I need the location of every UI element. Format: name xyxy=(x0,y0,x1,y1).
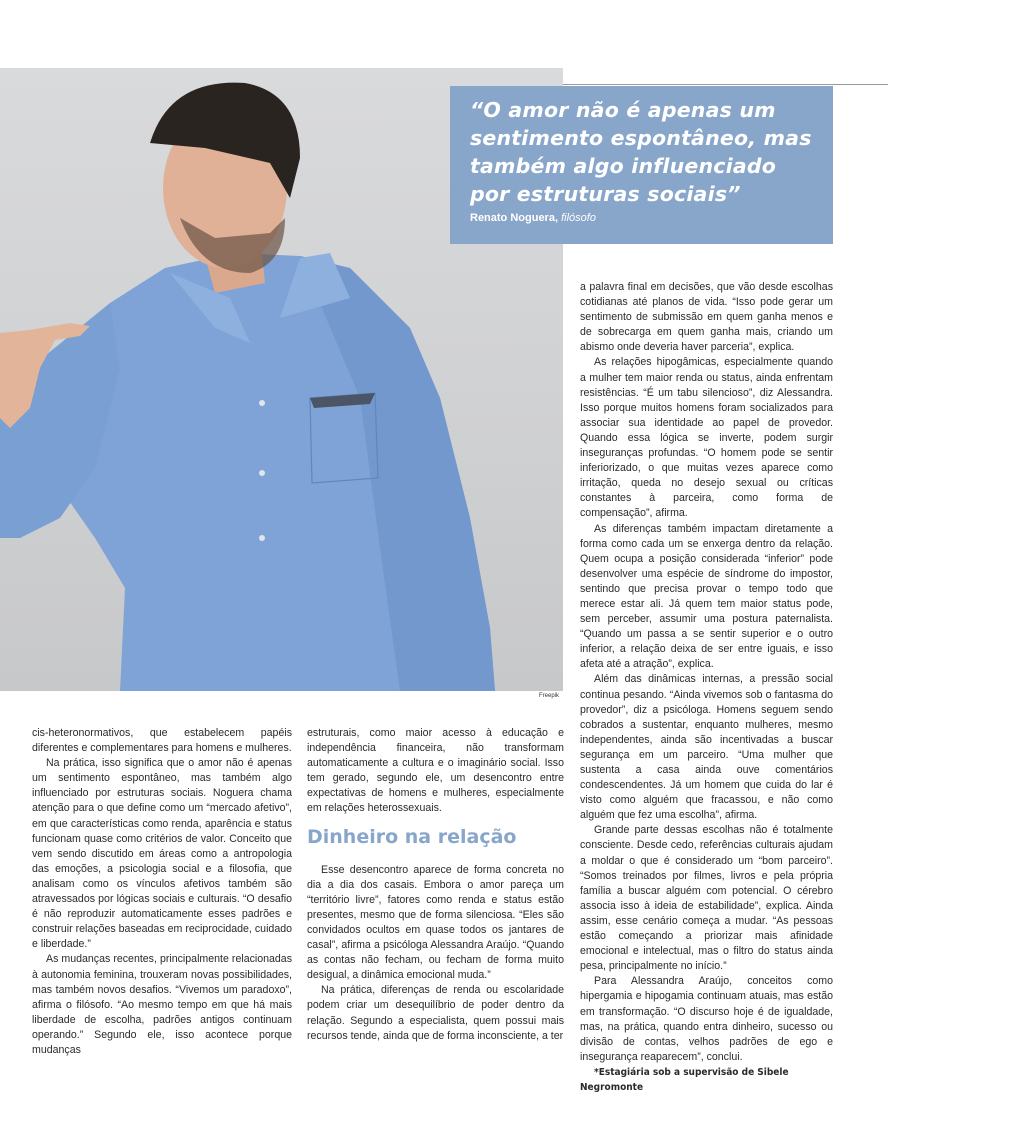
article-column-3 xyxy=(580,280,833,1095)
article-column-2 xyxy=(307,726,564,1044)
quote-author-name: Renato Noguera, xyxy=(470,212,559,224)
photo-credit: Freepik xyxy=(539,693,560,699)
paragraph: As mudanças recentes, principalmente relacionadas à autonomia feminina, trouxeram novas possibilidades, mas também novos desafios. “Vivemos um paradoxo”, afirma o filósofo. “Ao mesmo tempo em que há mais liberdade de escolha, padrões antigos continuam operando.” Segundo ele, isso acontece porque mudanças xyxy=(32,953,292,1056)
paragraph: Grande parte dessas escolhas não é totalmente consciente. Desde cedo, referências culturais ajudam a moldar o que é considerado um “bom parceiro”. “Somos treinados por filmes, livros e pela própria família a buscar alguém com potencial. O cérebro associa isso à ideia de estabilidade”, explica. Ainda assim, esse cenário começa a mudar. “As pessoas estão começando a priorizar mais afinidade emocional e intelectual, mas o filtro do status ainda pesa, principalmente no início.” xyxy=(580,824,833,973)
paragraph: a palavra final em decisões, que vão desde escolhas cotidianas até planos de vida. “Isso pode gerar um sentimento de submissão em quem ganha menos e de sobrecarga em quem ganha mais, criando um abismo onde deveria haver parceria”, explica. xyxy=(580,281,833,354)
paragraph: estruturais, como maior acesso à educação e independência financeira, não transformam automaticamente a cultura e o imaginário social. Isso tem gerado, segundo ele, um desencontro entre expectativas de homens e mulheres, especialmente em relações heterossexuais. xyxy=(307,727,564,815)
pull-quote-attribution xyxy=(470,212,817,224)
section-subheading: Dinheiro na relação xyxy=(307,825,517,848)
paragraph: As diferenças também impactam diretamente a forma como cada um se enxerga dentro da relação. Quem ocupa a posição considerada “inferior” pode desenvolver uma espécie de síndrome do impostor, sentindo que precisa provar o tempo todo que merece estar ali. Já quem tem maior status pode, sem perceber, assumir uma postura paternalista. “Quando um passa a se sentir superior e o outro inferior, a relação deixa de ser entre iguais, e isso afeta até a atração”, explica. xyxy=(580,522,833,671)
author-footnote: *Estagiária sob a supervisão de Sibele Negromonte xyxy=(580,1066,789,1093)
paragraph: Além das dinâmicas internas, a pressão social continua pesando. “Ainda vivemos sob o fantasma do provedor”, diz a psicóloga. Homens seguem sendo cobrados a sustentar, enquanto mulheres, mesmo independentes, ainda são incentivadas a buscar segurança em um parceiro. “Uma mulher que sustenta a casa ainda ouve comentários condescendentes. Já um homem que cuida do lar é visto como alguém que fracassou, e não como alguém que fez uma escolha”, afirma. xyxy=(580,673,833,822)
paragraph: Na prática, isso significa que o amor não é apenas um sentimento espontâneo, mas também algo influenciado por estruturas sociais. Noguera chama atenção para o que define como um “mercado afetivo”, em que características como renda, aparência e status funcionam quase como critérios de valor. Conceito que vem sendo discutido em áreas como a antropologia das emoções, a psicologia social e a filosofia, que analisam como os vínculos afetivos também são atravessados por lógicas sociais e culturais. “O desafio é não reproduzir automaticamente esses padrões e construir relações baseadas em reciprocidade, cuidado e liberdade.” xyxy=(32,757,292,951)
paragraph: As relações hipogâmicas, especialmente quando a mulher tem maior renda ou status, ainda enfrentam resistências. “É um tabu silencioso”, diz Alessandra. Isso porque muitos homens foram socializados para associar sua identidade ao papel de provedor. Quando essa lógica se inverte, podem surgir inseguranças profundas. “O homem pode se sentir inferiorizado, o que muitas vezes aparece como irritação, queda no desejo sexual ou críticas constantes à parceira, como forma de compensação”, afirma. xyxy=(580,356,833,520)
pull-quote-text: “O amor não é apenas um sentimento espontâneo, mas também algo influenciado por estruturas sociais” xyxy=(470,98,812,206)
pull-quote-box xyxy=(450,86,833,244)
paragraph: Para Alessandra Araújo, conceitos como hipergamia e hipogamia continuam atuais, mas estão em transformação. “O discurso hoje é de igualdade, mas, na prática, quando entra dinheiro, sucesso ou divisão de contas, velhos padrões de ego e insegurança reaparecem”, conclui. xyxy=(580,975,833,1063)
top-rule xyxy=(563,84,888,85)
article-column-1 xyxy=(32,726,292,1058)
paragraph: cis-heteronormativos, que estabelecem papéis diferentes e complementares para homens e mulheres. xyxy=(32,727,292,755)
quote-author-role: filósofo xyxy=(561,212,596,224)
paragraph: Esse desencontro aparece de forma concreta no dia a dia dos casais. Embora o amor pareça um “território livre”, fatores como renda e status estão presentes, mesmo que de forma silenciosa. “Eles são convidados ocultos em quase todos os jantares de casal”, afirma a psicóloga Alessandra Araújo. “Quando as contas não fecham, ou fecham de forma muito desigual, a dinâmica emocional muda.” xyxy=(307,863,564,982)
paragraph: Na prática, diferenças de renda ou escolaridade podem criar um desequilíbrio de poder dentro da relação. Segundo a especialista, quem possui mais recursos tende, ainda que de forma inconsciente, a ter xyxy=(307,984,564,1042)
